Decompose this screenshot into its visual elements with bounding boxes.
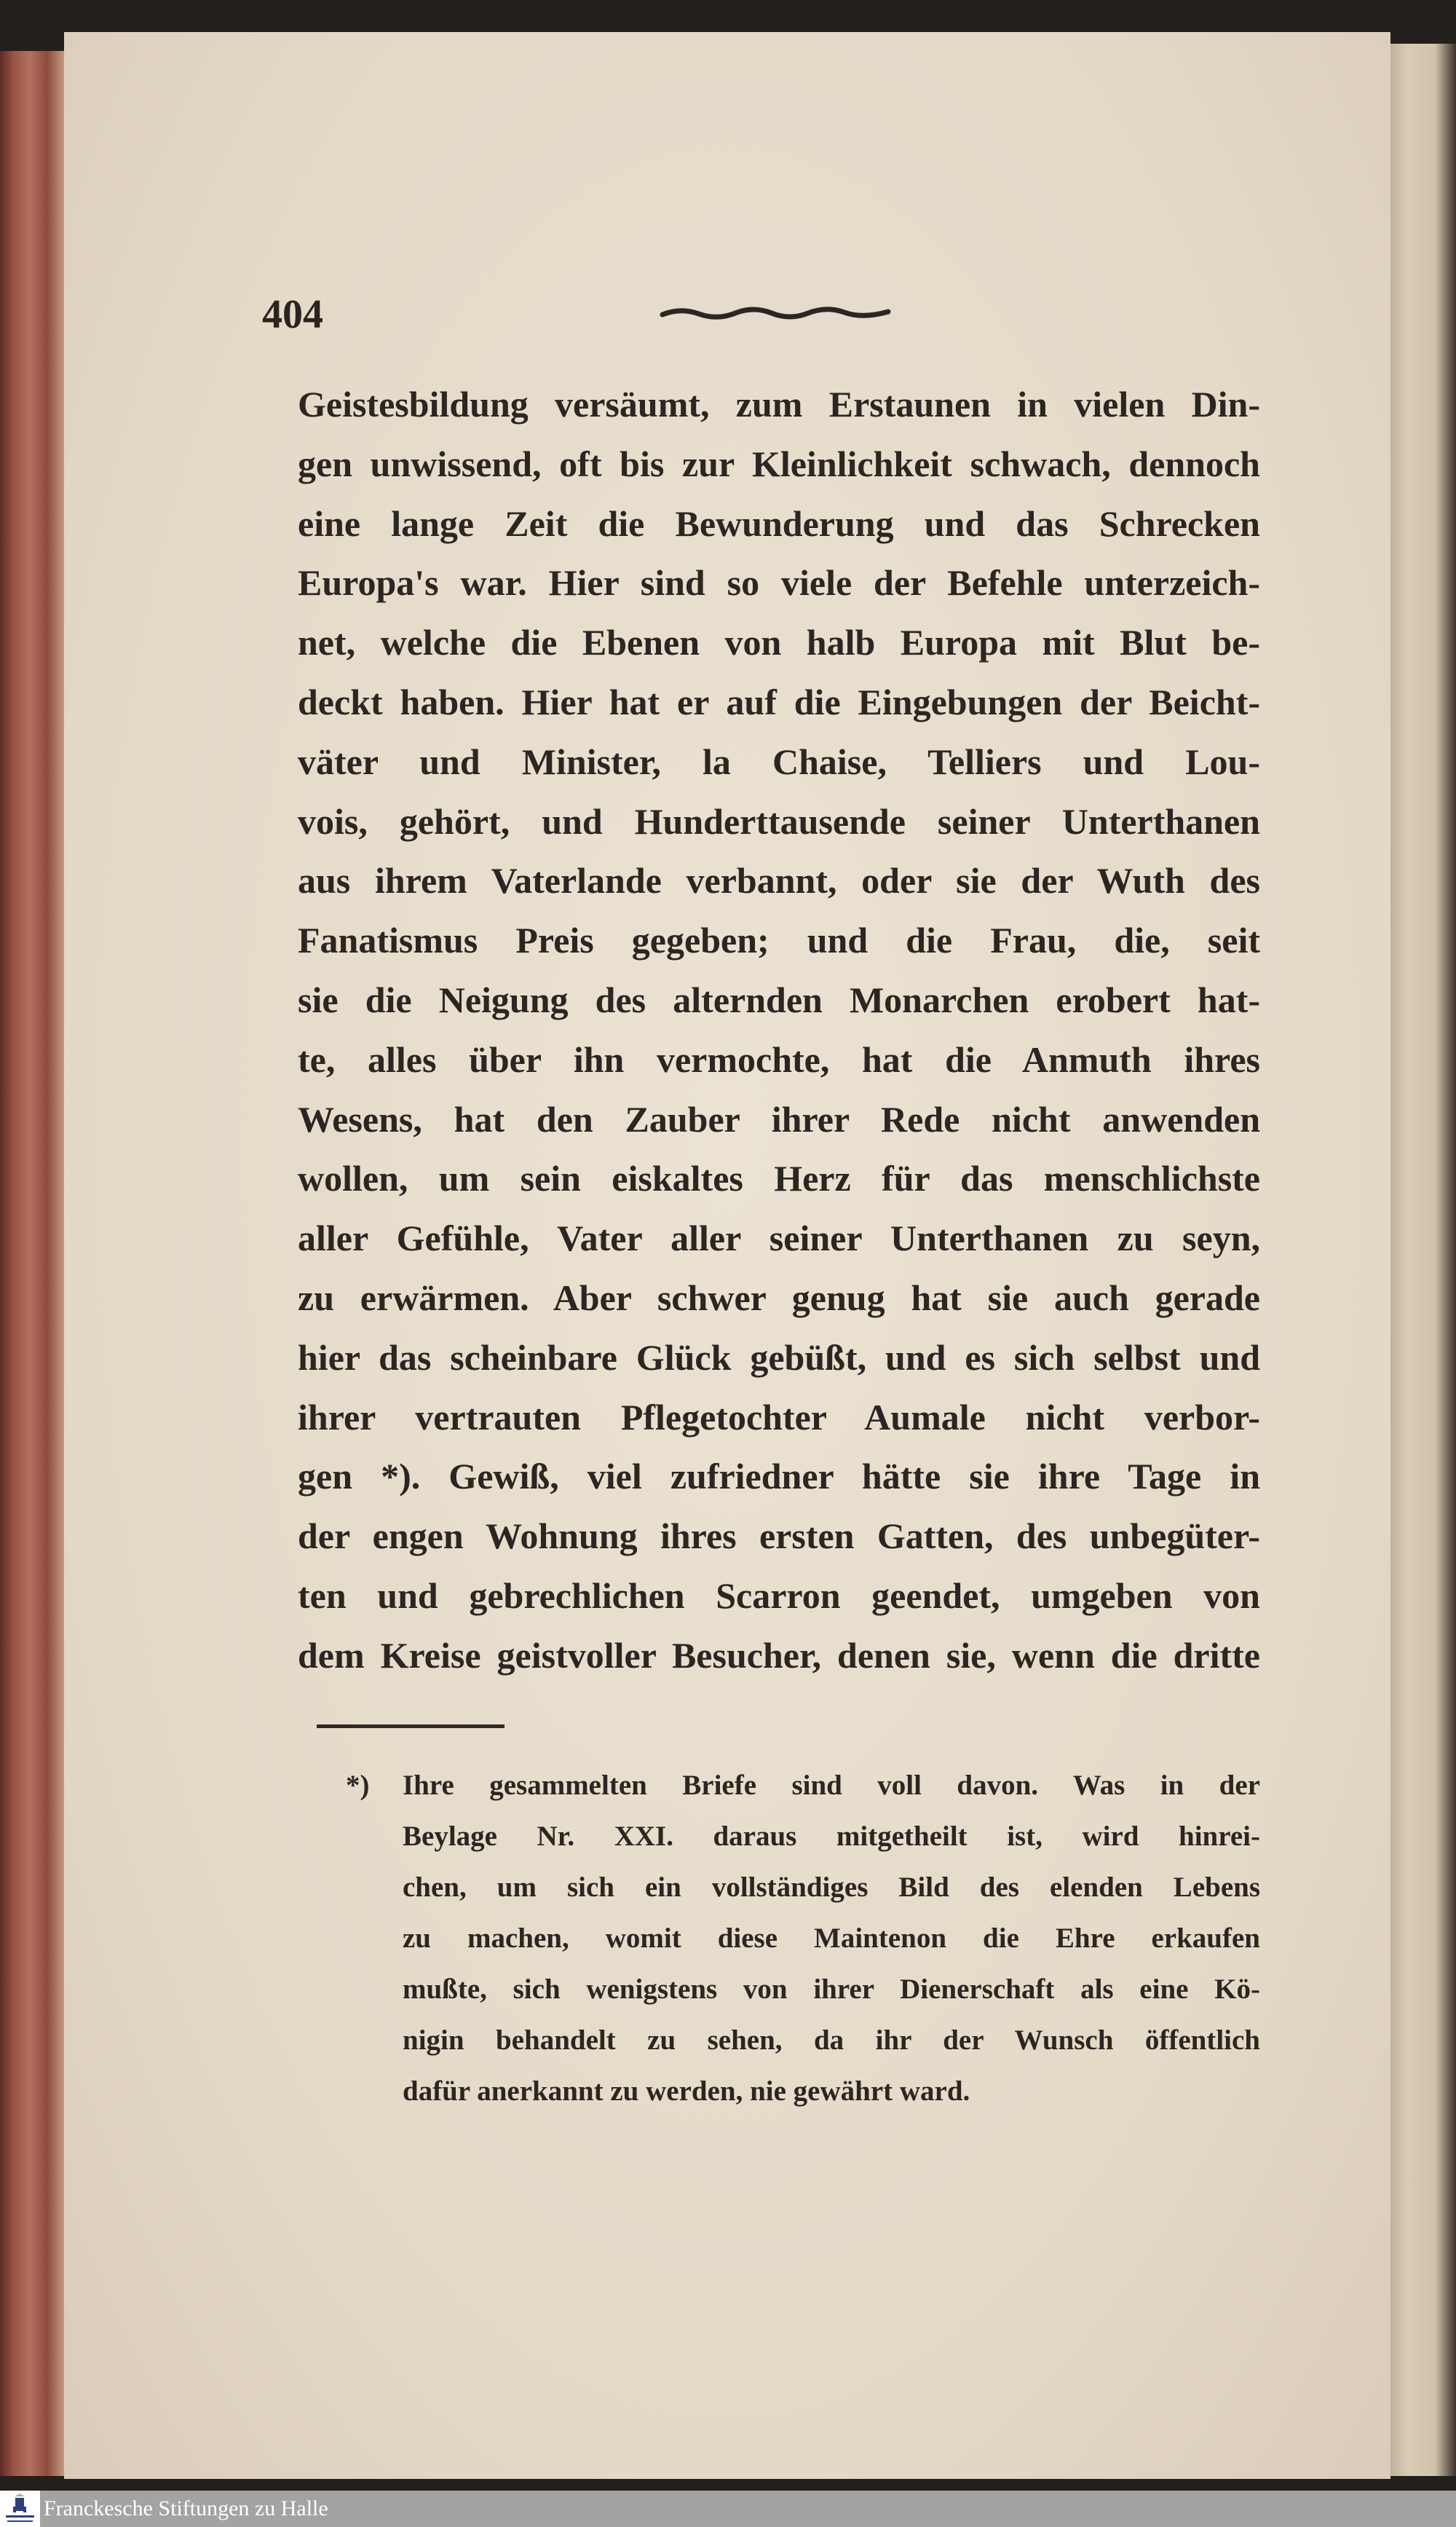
footnote-line: chen, um sich ein vollständiges Bild des elenden Lebens [403, 1872, 1260, 1903]
text-line: der engen Wohnung ihres ersten Gatten, des unbegüter- [298, 1515, 1260, 1557]
text-line: vois, gehört, und Hunderttausende seiner Unterthanen [298, 800, 1260, 842]
footer-bar [0, 2491, 1456, 2527]
text-line: aller Gefühle, Vater aller seiner Unterthanen zu seyn, [298, 1218, 1260, 1259]
footnote-line: dafür anerkannt zu werden, nie gewährt ward. [403, 2075, 970, 2107]
text-line: sie die Neigung des alternden Monarchen erobert hat- [298, 979, 1260, 1020]
text-line: net, welche die Ebenen von halb Europa mit Blut be- [298, 622, 1260, 663]
text-line: te, alles über ihn vermochte, hat die Anmuth ihres [298, 1038, 1260, 1080]
text-line: zu erwärmen. Aber schwer genug hat sie auch gerade [298, 1277, 1260, 1318]
text-line: hier das scheinbare Glück gebüßt, und es sich selbst und [298, 1336, 1260, 1378]
footnote-line: mußte, sich wenigstens von ihrer Dienerschaft als eine Kö- [403, 1974, 1260, 2005]
header-ornament [659, 306, 892, 320]
footnote-marker: *) [346, 1770, 370, 1801]
text-line: Fanatismus Preis gegeben; und die Frau, die, seit [298, 920, 1260, 961]
footnote-line: Ihre gesammelten Briefe sind voll davon. Was in der [403, 1770, 1260, 1801]
book-edge-right [1387, 44, 1456, 2476]
institution-name: Franckesche Stiftungen zu Halle [44, 2496, 328, 2520]
footnote-line: zu machen, womit diese Maintenon die Ehre erkaufen [403, 1923, 1260, 1954]
text-line: wollen, um sein eiskaltes Herz für das menschlichste [298, 1158, 1260, 1199]
text-line: ten und gebrechlichen Scarron geendet, umgeben von [298, 1575, 1260, 1616]
page-number: 404 [262, 292, 323, 337]
text-line: eine lange Zeit die Bewunderung und das Schrecken [298, 502, 1260, 544]
text-line: Europa's war. Hier sind so viele der Befehle unterzeich- [298, 562, 1260, 604]
footnote-rule [317, 1724, 505, 1728]
text-line: Wesens, hat den Zauber ihrer Rede nicht anwenden [298, 1098, 1260, 1140]
book-edge-left [0, 51, 67, 2476]
text-line: väter und Minister, la Chaise, Telliers und Lou- [298, 741, 1260, 782]
text-line: ihrer vertrauten Pflegetochter Aumale nicht verbor- [298, 1396, 1260, 1438]
text-line: deckt haben. Hier hat er auf die Eingebungen der Beicht- [298, 682, 1260, 722]
text-line: gen *). Gewiß, viel zufriedner hätte sie ihre Tage in [298, 1456, 1260, 1497]
logo-icon [0, 2491, 40, 2527]
footnote-line: nigin behandelt zu sehen, da ihr der Wunsch öffentlich [403, 2025, 1260, 2056]
text-line: Geistesbildung versäumt, zum Erstaunen in vielen Din- [298, 384, 1260, 425]
footnote-line: Beylage Nr. XXI. daraus mitgetheilt ist, wird hinrei- [403, 1821, 1260, 1852]
text-line: gen unwissend, oft bis zur Kleinlichkeit schwach, dennoch [298, 443, 1260, 484]
institution-logo [0, 2491, 40, 2527]
text-line: aus ihrem Vaterlande verbannt, oder sie der Wuth des [298, 860, 1260, 902]
text-line: dem Kreise geistvoller Besucher, denen sie, wenn die dritte [298, 1634, 1260, 1676]
